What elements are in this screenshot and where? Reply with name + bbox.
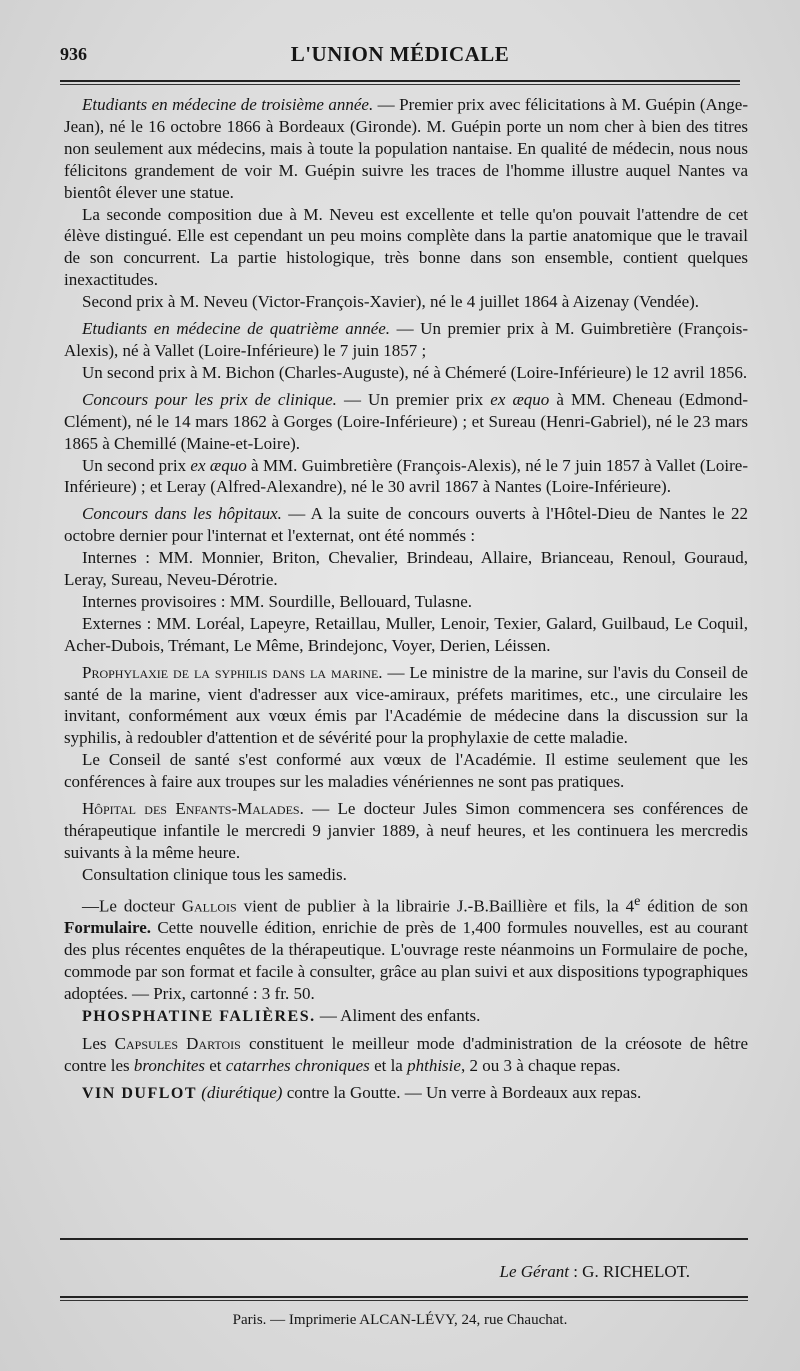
ad-vin-duflot bbox=[64, 1082, 748, 1105]
section-label: Etudiants en médecine de troisième année. bbox=[82, 95, 374, 114]
header-rule bbox=[60, 80, 740, 82]
paragraph-text: — Un premier prix à M. Guimbretière (François-Alexis), né à Vallet (Loire-Inférieure) le 7 juin 1857 ; bbox=[64, 319, 748, 360]
ad-italic: bronchites bbox=[133, 1055, 205, 1075]
paragraph-text: vient de publier à la librairie J.-B.Baillière et fils, la 4 bbox=[236, 896, 635, 916]
paragraph-health-council: Le Conseil de santé s'est conformé aux vœux de l'Académie. Il estime seulement que les conférences à faire aux troupes sur les maladies vénériennes ne sont pas pratiques. bbox=[64, 750, 748, 792]
ad-title: VIN DUFLOT bbox=[82, 1084, 198, 1102]
section-label: Concours dans les hôpitaux. bbox=[82, 504, 282, 524]
page-header bbox=[60, 40, 740, 70]
ad-italic: catarrhes chroniques bbox=[225, 1055, 370, 1075]
paragraph-text: —Le docteur bbox=[82, 896, 182, 916]
ex-aequo: ex æquo bbox=[490, 389, 550, 409]
paragraph-text: à MM. Guimbretière (François-Alexis), né le 7 juin 1857 à Vallet (Loire-Inférieure) ; et Leray (Alfred-Alexandre), né le 30 avril 1867 à Nantes (Loire-Inférieure). bbox=[64, 455, 748, 497]
paragraph-clinic-contest bbox=[64, 389, 748, 455]
paragraph-bichon: Un second prix à M. Bichon (Charles-Auguste), né à Chémeré (Loire-Inférieure) le 12 avril 1856. bbox=[82, 362, 748, 382]
section-label: Concours pour les prix de clinique. bbox=[82, 389, 337, 409]
section-label: Etudiants en médecine de quatrième année. bbox=[82, 319, 391, 339]
section-label: Hôpital des Enfants-Malades. bbox=[82, 799, 304, 819]
paragraph-syphilis-prophylaxis bbox=[64, 662, 748, 750]
paragraph-second-prize: Second prix à M. Neveu (Victor-François-Xavier), né le 4 juillet 1864 à Aizenay (Vendée). bbox=[82, 292, 700, 312]
paragraph-childrens-hospital bbox=[64, 798, 748, 864]
paragraph-text: — Un premier prix bbox=[336, 389, 491, 409]
gerant-label: Le Gérant bbox=[499, 1262, 569, 1281]
ad-capsules bbox=[64, 1033, 748, 1077]
paragraph-second-exaequo bbox=[64, 455, 748, 499]
article-body bbox=[64, 94, 748, 1105]
paragraph-provisional-interns: Internes provisoires : MM. Sourdille, Bellouard, Tulasne. bbox=[82, 591, 473, 611]
header-rule-thin bbox=[60, 84, 740, 85]
gerant-name: : G. RICHELOT. bbox=[568, 1262, 690, 1281]
ad-text: et la bbox=[369, 1055, 408, 1075]
paragraph-text: — Le docteur Jules Simon commencera ses conférences de thérapeutique infantile le mercredi 9 janvier 1889, à neuf heures, et les continuera les mercredis suivants à la même heure. bbox=[64, 799, 748, 862]
paragraph-third-year bbox=[64, 94, 748, 204]
paragraph-text: — Le ministre de la marine, sur l'avis du Conseil de santé de la marine, vient d'adresser aux vice-amiraux, préfets maritimes, etc., une circulaire les invitant, conformément aux vœux émis par l'Académie de médecine dans la discussion sur la syphilis, à redoubler d'attention et de sévérité pour la prophylaxie de cette maladie. bbox=[64, 662, 748, 748]
ad-text: — Aliment des enfants. bbox=[315, 1005, 481, 1025]
paragraph-text: Un second prix bbox=[82, 455, 191, 475]
ad-text: contre la Goutte. — Un verre à Bordeaux aux repas. bbox=[282, 1082, 642, 1102]
ad-text: et bbox=[205, 1055, 226, 1075]
paragraph-text: à MM. Cheneau (Edmond-Clément), né le 14 mars 1862 à Gorges (Loire-Inférieure) ; et Sureau (Henri-Gabriel), né le 23 mars 1865 à Chemillé (Maine-et-Loire). bbox=[64, 389, 748, 453]
paragraph-formulaire bbox=[64, 891, 748, 1005]
paragraph-text: — Premier prix avec félicitations à M. Guépin (Ange-Jean), né le 16 octobre 1866 à Bordeaux (Gironde). M. Guépin porte un nom cher à bien des titres non seulement aux médecins, mais à toute la population nantaise. En qualité de médecin, nous nous félicitons grandement de voir M. Guépin suivre les traces de l'homme illustre auquel Nantes va bientôt élever une statue. bbox=[64, 95, 748, 202]
paragraph-text: — A la suite de concours ouverts à l'Hôtel-Dieu de Nantes le 22 octobre dernier pour l'internat et l'externat, ont été nommés : bbox=[64, 504, 749, 546]
footer-rule bbox=[60, 1238, 748, 1240]
paragraph-fourth-year bbox=[64, 318, 748, 362]
page-number: 936 bbox=[60, 44, 87, 64]
ad-title: PHOSPHATINE FALIÈRES. bbox=[82, 1007, 316, 1025]
journal-title: L'UNION MÉDICALE bbox=[290, 42, 510, 66]
gerant-signature bbox=[500, 1262, 690, 1282]
ad-italic: (diurétique) bbox=[201, 1082, 283, 1102]
ad-text: , 2 ou 3 à chaque repas. bbox=[460, 1055, 621, 1075]
ad-phosphatine bbox=[64, 1005, 748, 1028]
paragraph-text: édition de son bbox=[640, 896, 748, 916]
superscript: e bbox=[634, 892, 641, 909]
book-title: Formulaire. bbox=[64, 918, 152, 938]
paragraph-interns: Internes : MM. Monnier, Briton, Chevalier, Brindeau, Allaire, Brianceau, Renoul, Gouraud, Leray, Sureau, Neveu-Dérotrie. bbox=[64, 548, 748, 590]
ad-brand: Capsules Dartois bbox=[114, 1033, 241, 1053]
ad-italic: phthisie bbox=[407, 1055, 461, 1075]
ad-text: Les bbox=[82, 1033, 115, 1053]
paragraph-text: Cette nouvelle édition, enrichie de près de 1,400 formules nouvelles, est au courant des plus récentes enquêtes de la thérapeutique. L'ouvrage reste néanmoins un Formulaire de poche, commode par son format et facile à consulter, grâce au plan suivi et aux dispositions typographiques adoptées. — Prix, cartonné : 3 fr. 50. bbox=[64, 918, 748, 1003]
paragraph-hospital-contest bbox=[64, 503, 748, 547]
paragraph-consultation: Consultation clinique tous les samedis. bbox=[82, 864, 347, 884]
ex-aequo: ex æquo bbox=[190, 455, 247, 475]
footer-rule-thin bbox=[60, 1300, 748, 1301]
imprint-line: Paris. — Imprimerie ALCAN-LÉVY, 24, rue Chauchat. bbox=[232, 1312, 568, 1328]
author-name: Gallois bbox=[181, 896, 237, 916]
section-label: Prophylaxie de la syphilis dans la marine. bbox=[82, 662, 383, 682]
paragraph-neveu-composition: La seconde composition due à M. Neveu est excellente et telle qu'on pouvait l'attendre de cet élève distingué. Elle est cependant un peu moins complète dans la partie anatomique que le travail de son concurrent. La partie histologique, très bonne dans son ensemble, contient quelques inexactitudes. bbox=[64, 204, 748, 290]
footer-rule-thick bbox=[60, 1296, 748, 1298]
ad-text: constituent le meilleur mode d'administration de la créosote de hêtre contre les bbox=[64, 1033, 749, 1075]
paragraph-externs: Externes : MM. Loréal, Lapeyre, Retaillau, Muller, Lenoir, Texier, Galard, Guilbaud, Le Coquil, Acher-Dubois, Trémant, Le Même, Brindejonc, Voyer, Derien, Léissen. bbox=[64, 613, 748, 655]
